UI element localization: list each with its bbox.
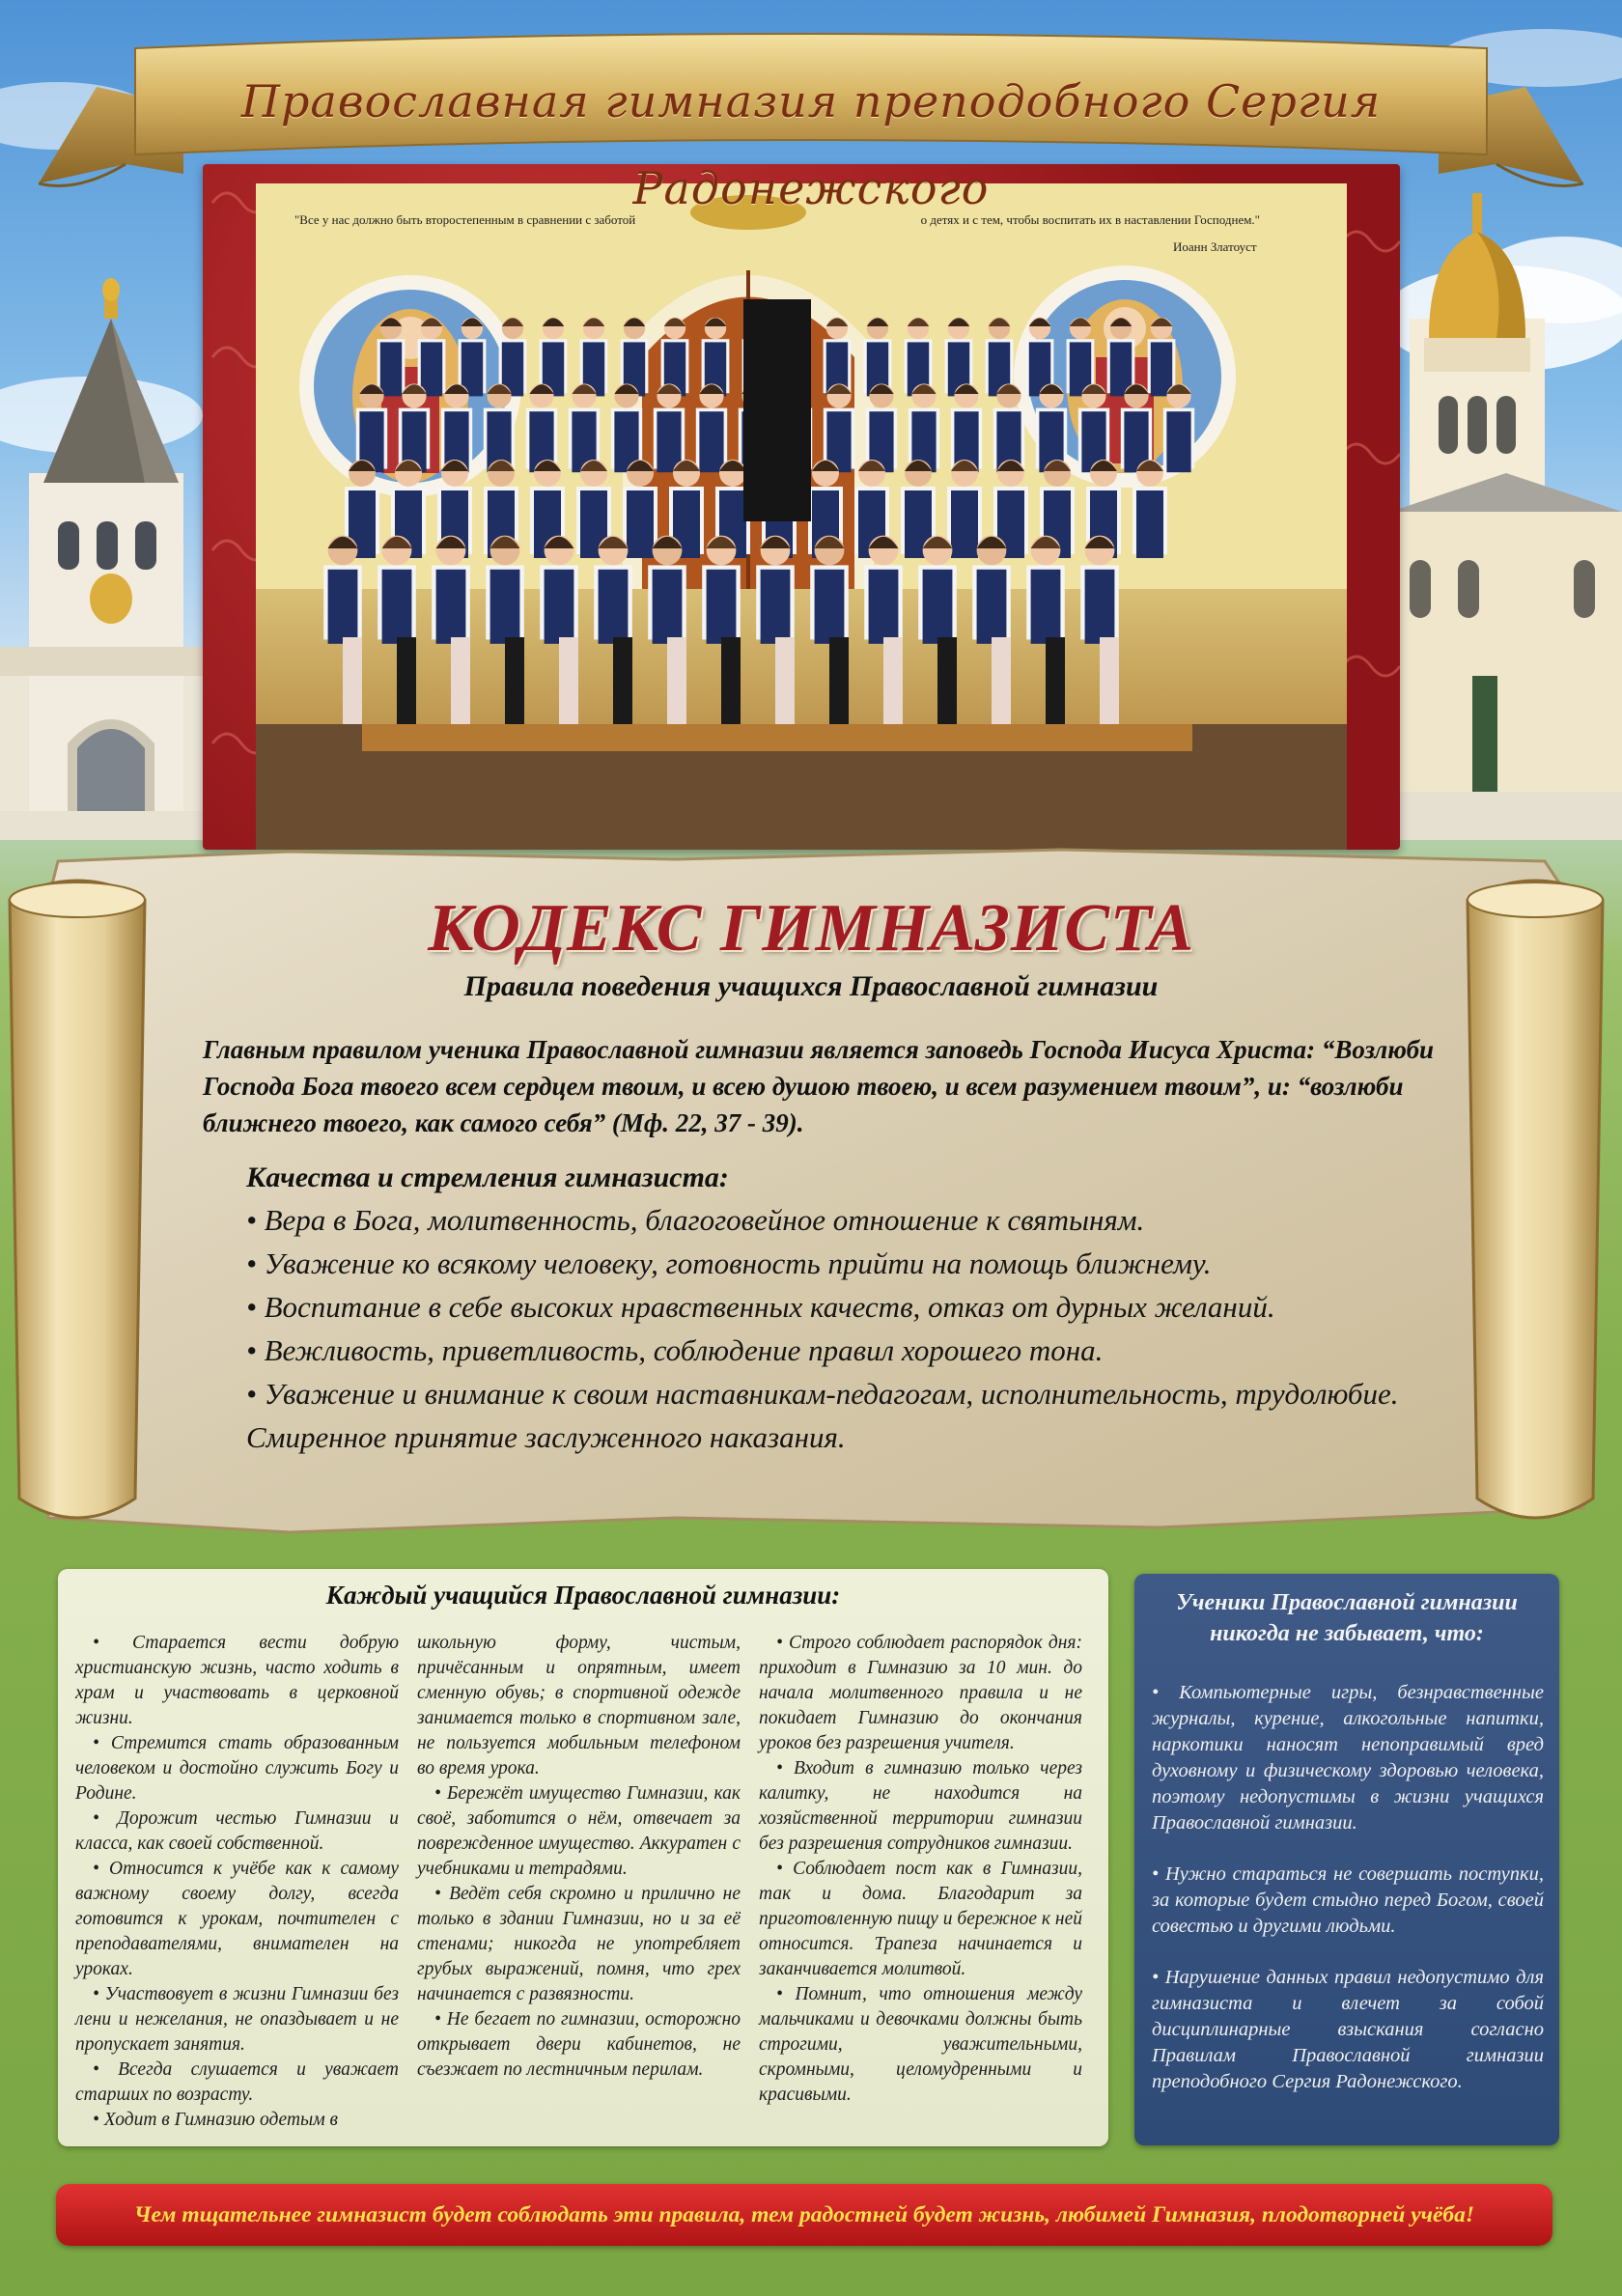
person-figure [909,383,939,472]
person-figure [378,536,416,644]
warning-item: • Нужно стараться не совершать поступки, за которые будет стыдно перед Богом, своей совестью и другими людьми. [1152,1863,1544,1937]
rules-column-3 [759,1631,1082,2108]
people-figures [256,183,1347,850]
quality-item: • Воспитание в себе высоких нравственных качеств, отказ от дурных желаний. [246,1290,1275,1324]
person-figure [1080,536,1119,644]
person-figure [432,536,470,644]
person-figure [1148,318,1176,397]
never-forget-list [1152,1680,1544,2120]
rule-item: • Не бегает по гимназии, осторожно открывает двери кабинетов, не съезжает по лестничным перилам. [417,2009,741,2080]
person-figure [540,536,578,644]
person-figure [611,383,642,472]
person-figure [654,383,685,472]
figure-legs [721,637,741,724]
codex-title: КОДЕКС ГИМНАЗИСТА [428,891,1194,966]
person-figure [864,536,903,644]
person-figure [824,383,854,472]
person-figure [441,383,472,472]
person-figure [378,318,406,397]
rule-item: • Входит в гимназию только через калитку, не находится на хозяйственной территории гимназии без разрешения сотрудников гимназии. [759,1758,1082,1854]
never-forget-panel [1134,1574,1559,2145]
codex-subtitle: Правила поведения учащихся Православной гимназии [463,970,1159,1002]
photo-quote-author: Иоанн Златоуст [1173,239,1257,254]
person-figure [1133,460,1167,558]
photo-quote-right: о детях и с тем, чтобы воспитать их в наставлении Господнем." [920,212,1260,227]
warning-item: • Компьютерные игры, безнравственные журналы, курение, алкогольные напитки, наркотики наносят непоправимый вред духовному и физическому здоровью человека, поэтому недопустимы в жизни учащихся Православной гимназии. [1152,1682,1544,1834]
never-forget-title: Ученики Православной гимназии никогда не забывает, что: [1176,1590,1518,1646]
figure-legs [883,637,903,724]
person-figure [1107,318,1135,397]
person-figure [648,536,686,644]
figure-legs [775,637,795,724]
person-figure [918,536,957,644]
figure-legs [1100,637,1119,724]
figure-legs [343,637,362,724]
person-figure [1121,383,1152,472]
quality-item: • Уважение и внимание к своим наставникам-педагогам, исполнительность, трудолюбие. Смиренное принятие заслуженного наказания. [246,1377,1399,1454]
student-rules-panel [58,1569,1108,2146]
quality-item: • Уважение ко всякому человеку, готовность прийти на помощь ближнему. [246,1246,1212,1280]
person-figure [702,536,741,644]
person-figure [1036,383,1067,472]
main-rule-text: Главным правилом ученика Православной гимназии является заповедь Господа Иисуса Христа: “Возлюби Господа Бога твоего всем сердцем твоим, и всею душою твоею, и всем разумением твоим”, и: “возлюби ближнего твоего, как самого себя” (Мф. 22, 37 - 39). [203,1035,1435,1137]
photo-quote-left: "Все у нас должно быть второстепенным в сравнении с заботой [294,212,636,227]
figure-legs [1046,637,1065,724]
person-figure [972,536,1011,644]
rule-item: • Стремится стать образованным человеком и достойно служить Богу и Родине. [75,1733,399,1804]
figure-legs [505,637,524,724]
rules-column-2 [417,1631,741,2083]
motto-bar [56,2184,1552,2246]
warning-item: • Нарушение данных правил недопустимо для гимназиста и влечет за собой дисциплинарные взыскания согласно Правилам Православной гимназии преподобного Сергия Радонежского. [1152,1967,1544,2092]
figure-legs [613,637,632,724]
figure-legs [829,637,849,724]
right-church-illustration [1390,193,1622,840]
person-figure [993,383,1024,472]
rule-item: • Дорожит честью Гимназии и класса, как своей собственной. [75,1808,399,1854]
rule-item: школьную форму, чистым, причёсанным и опрятным, имеет сменную обувь; в спортивной одежде занимается только в спортивном зале, не пользуется мобильным телефоном во время урока. [417,1633,741,1778]
quality-item: • Вежливость, приветливость, соблюдение правил хорошего тона. [246,1333,1104,1367]
rule-item: • Ведёт себя скромно и прилично не только в здании Гимназии, но и за её стенами; никогда не употребляет грубых выражений, помня, что грех начинается с развязности. [417,1884,741,2004]
person-figure [356,383,387,472]
person-figure [866,383,897,472]
rule-item: • Относится к учёбе как к самому важному своему долгу, всегда готовится к урокам, почтителен с преподавателями, внимателен на уроках. [75,1859,399,1979]
banner-title: Православная гимназия преподобного Сергия Радонежского [240,75,1382,214]
group-photo [256,183,1347,850]
person-figure [623,460,657,558]
motto-text: Чем тщательнее гимназист будет соблюдать эти правила, тем радостней будет жизнь, любимей Гимназия, плодотворней учёба! [133,2202,1475,2227]
figure-legs [451,637,470,724]
figure-legs [937,637,957,724]
person-figure [569,383,600,472]
person-figure [418,318,446,397]
person-figure [399,383,430,472]
person-figure [486,536,524,644]
person-figure [526,383,557,472]
person-figure [1163,383,1194,472]
figure-legs [559,637,578,724]
rule-item: • Бережёт имущество Гимназии, как своё, заботится о нём, отвечает за поврежденное имущество. Аккуратен с учебниками и тетрадями. [417,1783,741,1879]
rule-item: • Ходит в Гимназию одетым в [93,2110,339,2130]
left-church-illustration [0,270,208,840]
figure-legs [667,637,686,724]
person-figure [1078,383,1109,472]
rule-item: • Строго соблюдает распорядок дня: приходит в Гимназию за 10 мин. до начала молитвенного правила и не покидает Гимназию до окончания уроков без разрешения учителя. [759,1633,1082,1753]
people-group [256,183,1347,850]
priest-figure [743,299,811,521]
person-figure [947,460,982,558]
quality-item: • Вера в Бога, молитвенность, благоговейное отношение к святыням. [246,1203,1145,1237]
person-figure [810,536,849,644]
rule-item: • Участвовует в жизни Гимназии без лени и нежелания, не опаздывает и не пропускает занятия. [75,1984,399,2055]
student-rules-title: Каждый учащийся Православной гимназии: [325,1581,841,1610]
person-figure [323,536,362,644]
person-figure [1026,536,1065,644]
person-figure [594,536,632,644]
rules-column-1 [75,1631,399,2133]
qualities-section [246,1162,1443,1459]
figure-legs [397,637,416,724]
person-figure [459,318,487,397]
rule-item: • Помнит, что отношения между мальчиками и девочками должны быть строгими, уважительными, скромными, целомудренными и красивыми. [759,1984,1082,2105]
person-figure [756,536,795,644]
person-figure [484,383,515,472]
rule-item: • Соблюдает пост как в Гимназии, так и дома. Благодарит за приготовленную пищу и бережное к ней относится. Трапеза начинается и заканчивается молитвой. [759,1859,1082,1979]
qualities-title: Качества и стремления гимназиста: [246,1162,729,1193]
figure-legs [992,637,1011,724]
rule-item: • Старается вести добрую христианскую жизнь, часто ходить в храм и участвовать в церковной жизни. [75,1633,399,1728]
person-figure [696,383,727,472]
rule-item: • Всегда слушается и уважает старших по возрасту. [75,2059,399,2105]
person-figure [951,383,982,472]
